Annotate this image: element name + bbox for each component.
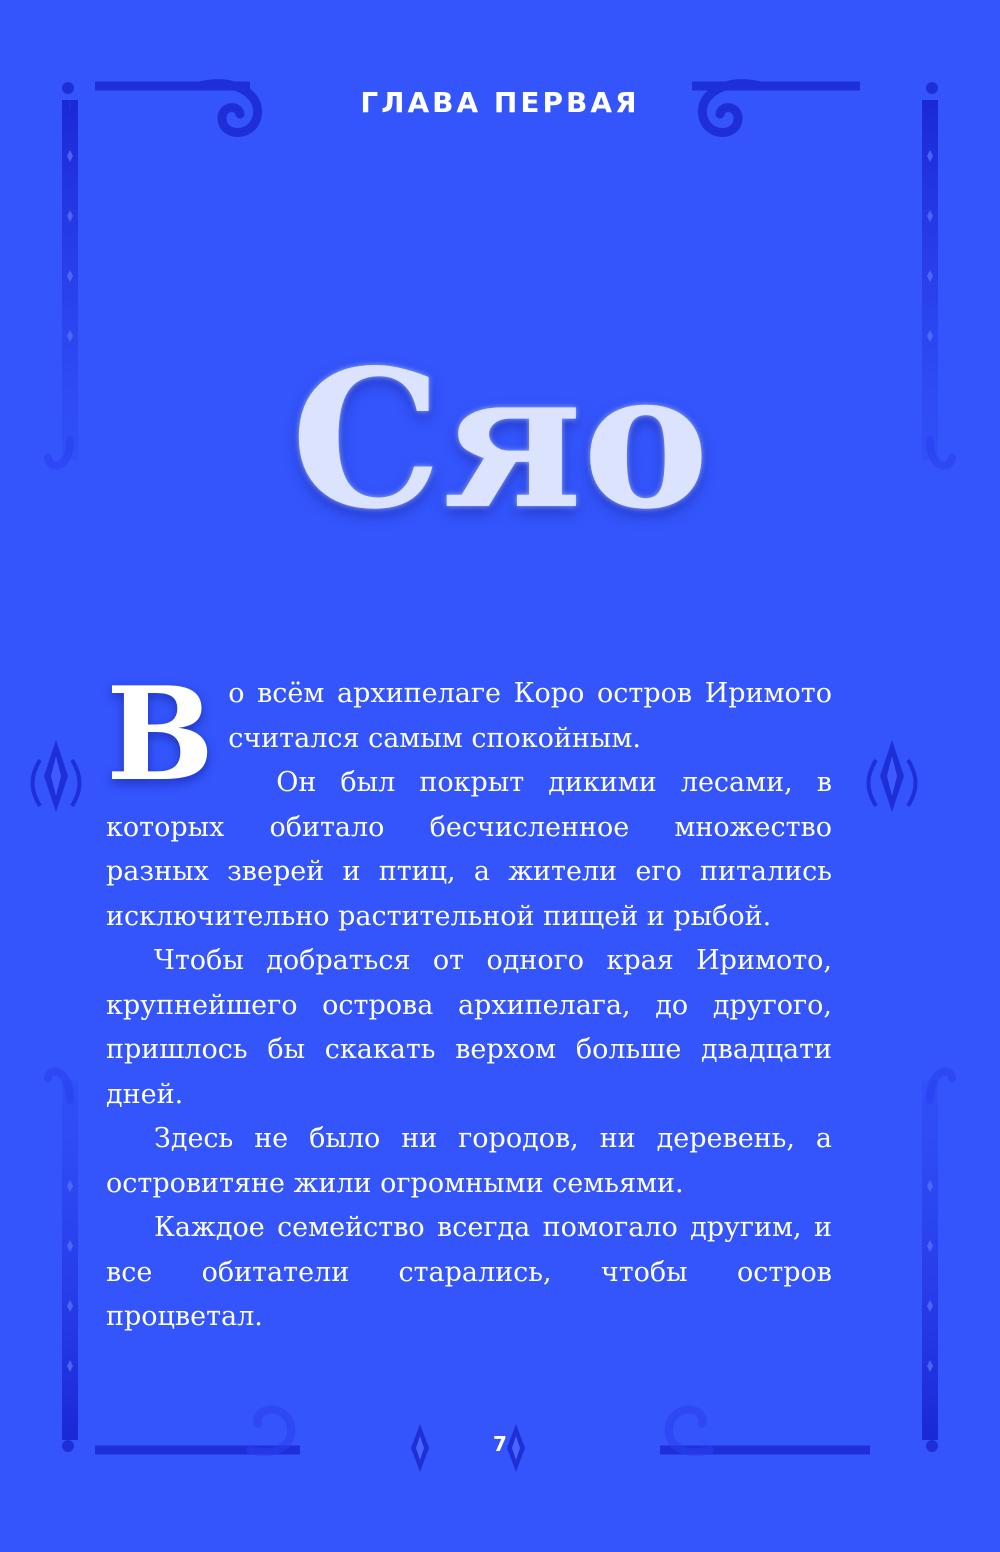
chapter-title: Сяо [290,328,710,551]
paragraph: Чтобы добраться от одного края Иримото, крупнейшего острова архипелага, до другого, пришлось бы скакать верхом больше двадцати дней. [106,945,832,1110]
paragraph: Он был покрыт дикими лесами, в которых обитало бесчисленное множество разных зверей и птиц, а жители его питались исключительно растительной пищей и рыбой. [106,767,832,932]
drop-cap: В [106,660,215,810]
paragraph: Здесь не было ни городов, ни деревень, а островитяне жили огромными семьями. [106,1123,832,1199]
chapter-heading: ГЛАВА ПЕРВАЯ [360,86,640,119]
body-text [106,660,832,1340]
paragraph-text: о всём архипелаге Коро остров Иримото считался самым спокойным. [228,678,832,754]
paragraph: Каждое семейство всегда помогало другим, и все обитатели старались, чтобы остров процветал. [106,1212,832,1332]
page-number: 7 [493,1432,507,1456]
paragraph [106,660,832,810]
